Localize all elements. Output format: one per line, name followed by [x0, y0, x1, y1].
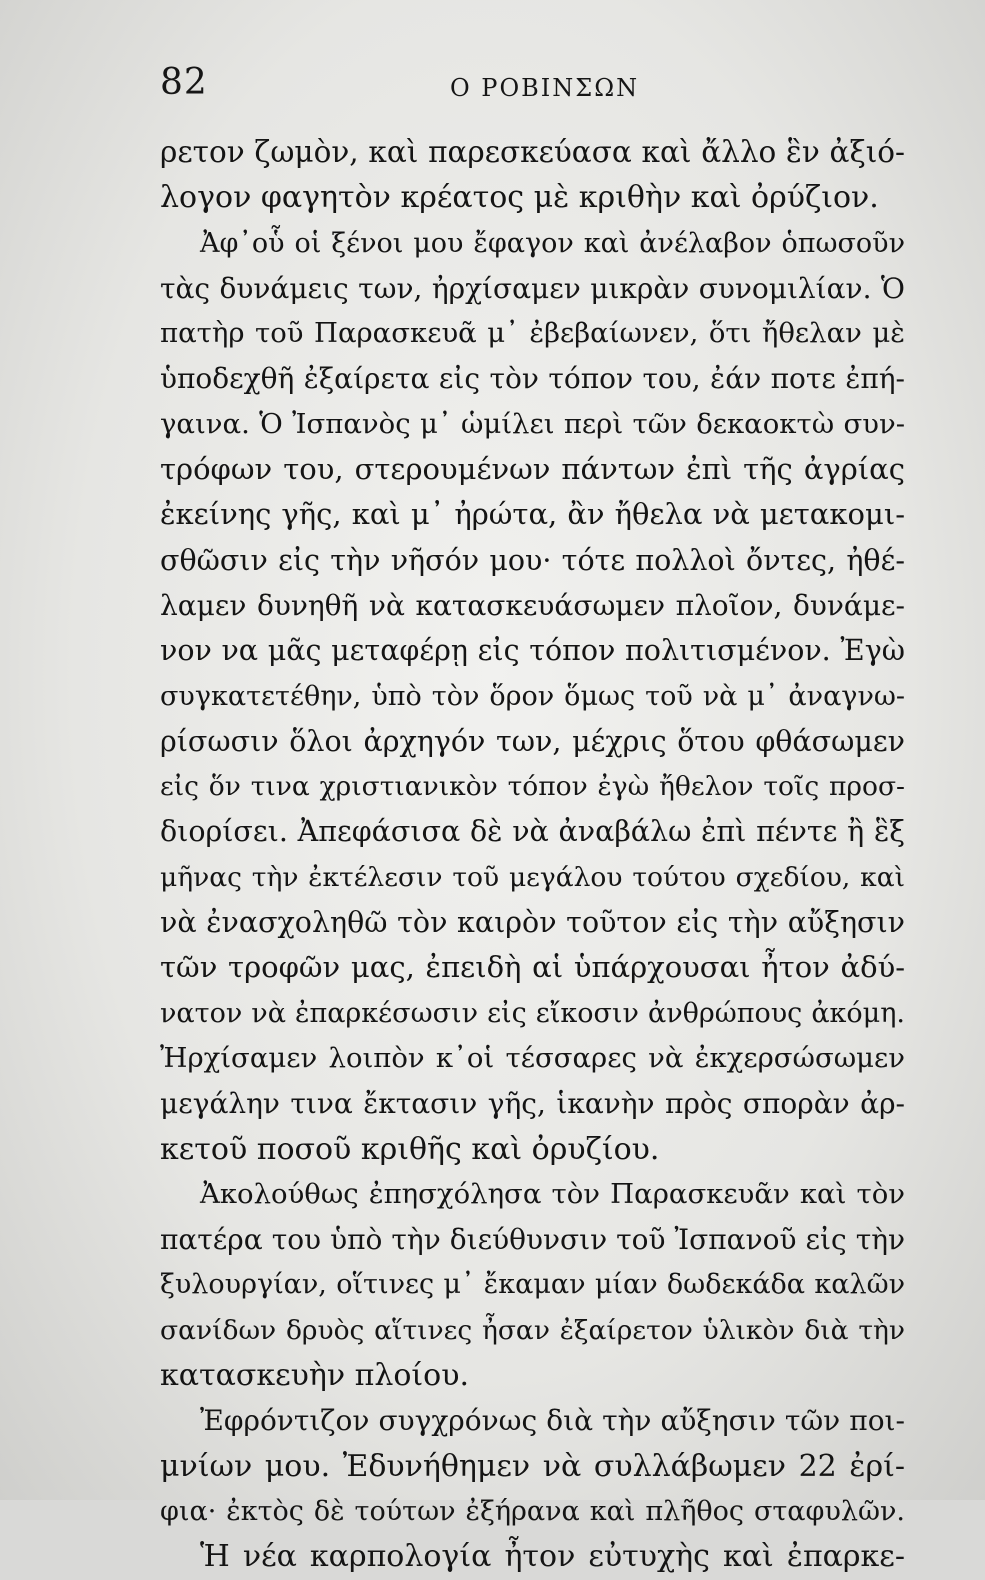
text-line: φια· ἐκτὸς δὲ τούτων ἐξήρανα καὶ πλῆθος σταφυλῶν. [160, 1495, 905, 1527]
text-line: εἰς ὅν τινα χριστιανικὸν τόπον ἐγὼ ἤθελον τοῖς προσ- [160, 771, 905, 803]
text-line: διορίσει. Ἀπεφάσισα δὲ νὰ ἀναβάλω ἐπὶ πέντε ἢ ἓξ [160, 815, 905, 849]
page-header [0, 62, 985, 112]
text-line: συγκατετέθην, ὑπὸ τὸν ὅρον ὅμως τοῦ νὰ μ᾽ ἀναγνω- [160, 680, 905, 712]
text-line: σανίδων δρυὸς αἵτινες ἦσαν ἐξαίρετον ὑλικὸν διὰ τὴν [160, 1314, 905, 1346]
text-line: ρίσωσιν ὅλοι ἀρχηγόν των, μέχρις ὅτου φθάσωμεν [160, 724, 905, 758]
text-line: Ἠρχίσαμεν λοιπὸν κ᾽οἱ τέσσαρες νὰ ἐκχερσώσωμεν [160, 1041, 905, 1074]
text-line: ὑποδεχθῆ ἐξαίρετα εἰς τὸν τόπον του, ἐάν ποτε ἐπή- [160, 362, 905, 396]
text-line: Ἀφ᾽οὗ οἱ ξένοι μου ἔφαγον καὶ ἀνέλαβον ὁπωσοῦν [200, 227, 905, 259]
text-line: ρετον ζωμὸν, καὶ παρεσκεύασα καὶ ἄλλο ἓν ἀξιό- [160, 135, 905, 169]
text-line: ἐκείνης γῆς, καὶ μ᾽ ἠρώτα, ἂν ἤθελα νὰ μετακομι- [160, 497, 905, 532]
text-line: τῶν τροφῶν μας, ἐπειδὴ αἱ ὑπάρχουσαι ἦτον ἀδύ- [160, 950, 905, 985]
text-line: λογον φαγητὸν κρέατος μὲ κριθὴν καὶ ὀρύζιον. [160, 180, 879, 216]
text-line: μεγάλην τινα ἔκτασιν γῆς, ἱκανὴν πρὸς σπορὰν ἀρ- [160, 1087, 905, 1121]
text-line: λαμεν δυνηθῆ νὰ κατασκευάσωμεν πλοῖον, δυνάμε- [160, 588, 905, 622]
text-line: τρόφων του, στερουμένων πάντων ἐπὶ τῆς ἀγρίας [160, 452, 905, 487]
text-line: νατον νὰ ἐπαρκέσωσιν εἰς εἴκοσιν ἀνθρώπους ἀκόμη. [160, 997, 905, 1029]
text-line: ξυλουργίαν, οἵτινες μ᾽ ἔκαμαν μίαν δωδεκάδα καλῶν [160, 1269, 905, 1301]
text-line: νὰ ἐνασχοληθῶ τὸν καιρὸν τοῦτον εἰς τὴν αὔξησιν [160, 906, 905, 940]
text-line: πατὴρ τοῦ Παρασκευᾶ μ᾽ ἐβεβαίωνεν, ὅτι ἤθελαν μὲ [160, 317, 905, 350]
text-line: κατασκευὴν πλοίου. [160, 1358, 470, 1394]
text-line: νον να μᾶς μεταφέρῃ εἰς τόπον πολιτισμένον. Ἐγὼ [160, 634, 905, 668]
text-line: μῆνας τὴν ἐκτέλεσιν τοῦ μεγάλου τούτου σχεδίου, καὶ [160, 861, 905, 893]
running-head: Ο ΡΟΒΙΝΣΩΝ [450, 74, 640, 102]
text-line: τὰς δυνάμεις των, ἠρχίσαμεν μικρὰν συνομιλίαν. Ὁ [160, 271, 905, 305]
text-line: μνίων μου. Ἐδυνήθημεν νὰ συλλάβωμεν 22 ἐρί- [160, 1448, 905, 1484]
body-text [160, 130, 905, 1580]
text-line: πατέρα του ὑπὸ τὴν διεύθυνσιν τοῦ Ἰσπανοῦ εἰς τὴν [160, 1223, 905, 1257]
text-line: Ἀκολούθως ἐπησχόλησα τὸν Παρασκευᾶν καὶ τὸν [200, 1177, 905, 1210]
text-line: Ἐφρόντιζον συγχρόνως διὰ τὴν αὔξησιν τῶν ποι- [200, 1404, 905, 1438]
text-line: Ἡ νέα καρπολογία ἦτον εὐτυχὴς καὶ ἐπαρκε- [200, 1539, 905, 1575]
text-line: κετοῦ ποσοῦ κριθῆς καὶ ὀρυζίου. [160, 1131, 660, 1167]
text-line: γαινα. Ὁ Ἰσπανὸς μ᾽ ὡμίλει περὶ τῶν δεκαοκτὼ συν- [160, 407, 905, 440]
page-number: 82 [160, 62, 208, 103]
text-line: σθῶσιν εἰς τὴν νῆσόν μου· τότε πολλοὶ ὄντες, ἠθέ- [160, 543, 905, 577]
